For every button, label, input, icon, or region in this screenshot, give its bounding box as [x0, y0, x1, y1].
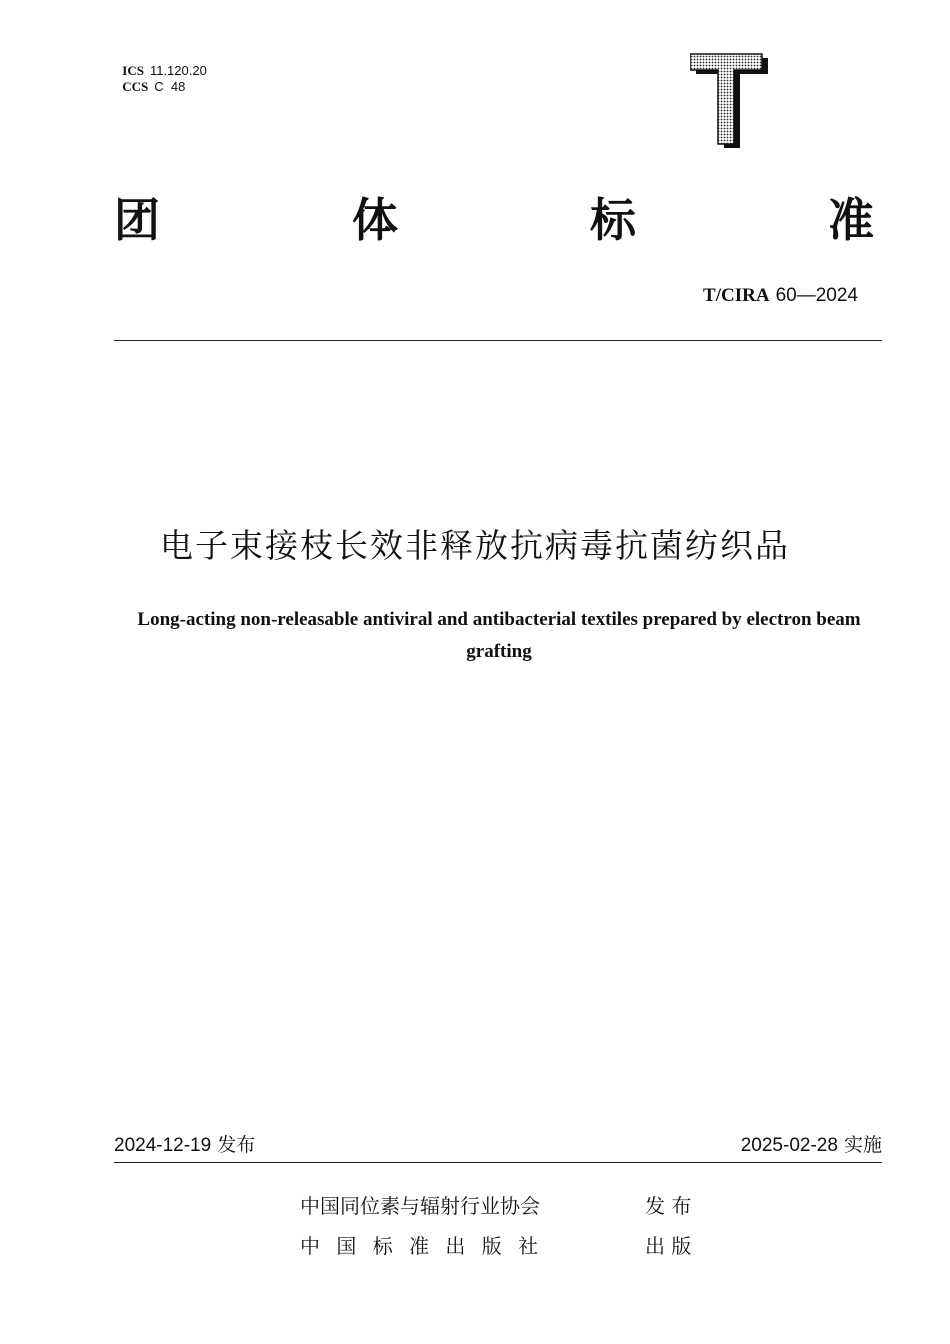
ccs-value: C 48 — [154, 79, 186, 94]
footer-divider — [114, 1162, 882, 1163]
issue-date — [114, 1130, 255, 1157]
printer-role: 出 版 — [645, 1234, 692, 1258]
title-english: Long-acting non-releasable antiviral and antibacterial textiles prepared by electron beam grafting — [137, 609, 861, 662]
standard-type-char: 团 — [114, 193, 160, 247]
title-chinese: 电子束接枝长效非释放抗病毒抗菌纺织品 — [160, 526, 790, 565]
ccs-label: CCS — [122, 79, 149, 94]
standard-type-char: 标 — [590, 193, 636, 247]
ics-value: 11.120.20 — [149, 63, 207, 78]
publisher-role: 发 布 — [645, 1194, 692, 1218]
standard-type-char: 体 — [352, 193, 398, 247]
implement-date — [741, 1130, 882, 1157]
implement-date-label: 实施 — [843, 1134, 882, 1156]
standard-number-value: 60—2024 — [775, 285, 858, 306]
issue-date-value: 2024-12-19 — [114, 1135, 212, 1156]
standard-type-char: 准 — [828, 193, 874, 247]
ccs-code — [114, 64, 185, 95]
header-divider — [114, 340, 882, 341]
standard-type-heading — [114, 190, 874, 250]
ics-label: ICS — [122, 63, 144, 78]
implement-date-value: 2025-02-28 — [740, 1135, 838, 1156]
group-standard-t-logo — [690, 52, 768, 148]
printer-org: 中 国 标 准 出 版 社 — [300, 1234, 544, 1258]
standard-number-prefix: T/CIRA — [703, 285, 770, 306]
issue-date-label: 发布 — [217, 1134, 256, 1156]
standard-number — [703, 284, 858, 307]
publisher-org: 中国同位素与辐射行业协会 — [300, 1194, 540, 1218]
